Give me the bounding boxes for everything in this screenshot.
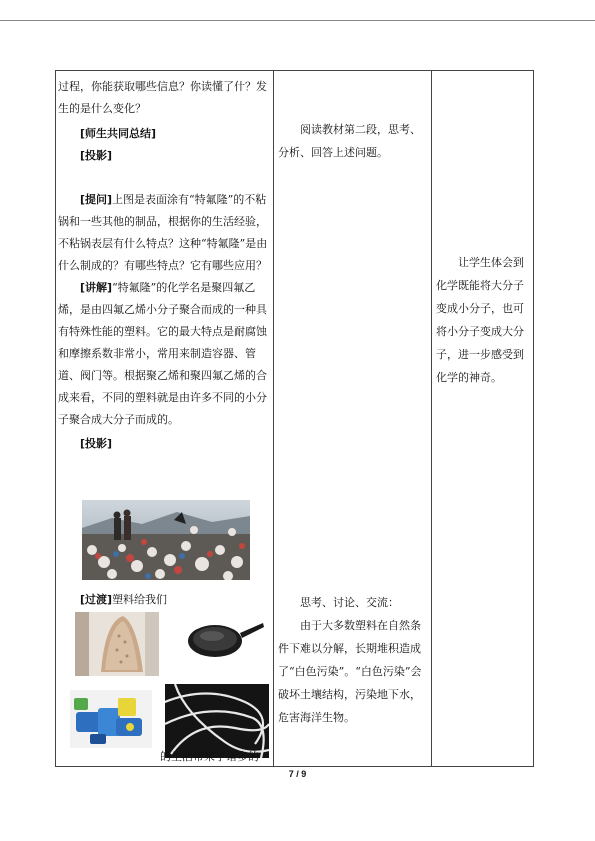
discussion-heading: 思考、讨论、交流： [300,596,399,609]
page-number: 7 / 9 [288,769,307,779]
transition-continuation: 的生活带来了诸多的 [160,750,259,763]
student-activity-column [278,70,426,729]
frying-pan-photo [185,603,265,669]
transition-line [80,589,167,611]
intro-paragraph: 过程，你能获取哪些信息？你读懂了什？发生的是什么变化？ [58,80,267,115]
lecture-tag: [讲解] [80,281,113,294]
transition-text: 塑料给我们 [112,593,168,606]
column-divider-2 [431,70,432,767]
pipe-fittings-photo [70,690,152,748]
lecture-text: “特氟隆”的化学名是聚四氟乙烯，是由四氟乙烯小分子聚合而成的一种具有特殊性能的塑料。它的最大特点是耐腐蚀和摩擦系数非常小，常用来制造容器、管道、阀门等。根据聚乙烯和聚四氟乙烯的合成来看，不同的塑料就是由许多不同的小分子聚合成大分子而成的。 [58,281,267,426]
question-tag: [提问] [80,193,113,206]
transition-tag: [过渡] [80,593,113,606]
projection-tag-2: [投影] [80,437,113,450]
design-intent-column [436,70,530,389]
lecture-paragraph [58,277,270,431]
design-intent-text: 让学生体会到化学既能将大分子变成小分子，也可将小分子变成大分子，进一步感受到化学的神奇。 [436,256,524,384]
projection-tag-1: [投影] [80,149,113,162]
plastic-litter-photo [82,500,250,580]
iron-photo [75,612,159,676]
question-paragraph [58,189,270,277]
header-rule [0,20,595,21]
teacher-activity-column [58,70,270,455]
discussion-text: 由于大多数塑料在自然条件下难以分解，长期堆积造成了“白色污染”。“白色污染”会破坏土壤结构，污染地下水，危害海洋生物。 [278,619,422,724]
question-text: 上图是表面涂有“特氟隆”的不粘锅和一些其他的制品，根据你的生活经验，不粘锅表层有什么特点？这种“特氟隆”是由什么制成的？有哪些特点？它有哪些应用？ [58,193,268,272]
column-divider-1 [273,70,274,767]
summary-tag: [师生共同总结] [80,127,157,140]
reading-activity: 阅读教材第二段，思考、分析、回答上述问题。 [278,123,421,159]
